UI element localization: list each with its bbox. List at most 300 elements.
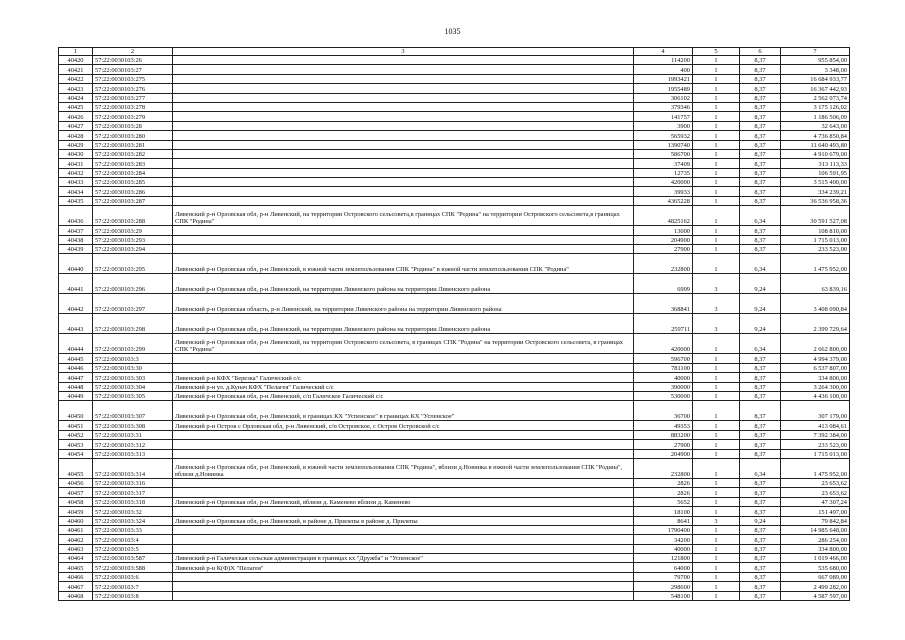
table-row: [59, 235, 850, 244]
address-cell: [173, 102, 634, 111]
row-number-cell: 40424: [59, 93, 93, 102]
area-cell: 2826: [634, 488, 693, 497]
group-cell: 1: [693, 488, 740, 497]
row-number-cell: 40428: [59, 131, 93, 140]
rate-cell: 8,37: [740, 56, 781, 65]
row-number-cell: 40462: [59, 535, 93, 544]
rate-cell: 9,24: [740, 516, 781, 525]
group-cell: 1: [693, 159, 740, 168]
group-cell: 1: [693, 582, 740, 591]
group-cell: 1: [693, 74, 740, 83]
table-row: [59, 458, 850, 478]
address-cell: Ливенский р-н К(Ф)Х "Пелагея": [173, 563, 634, 572]
row-number-cell: 40422: [59, 74, 93, 83]
rate-cell: 8,37: [740, 65, 781, 74]
group-cell: 1: [693, 401, 740, 421]
cadastral-number-cell: 57:22:0030103:28: [93, 121, 173, 130]
group-cell: 1: [693, 93, 740, 102]
table-row: [59, 430, 850, 439]
value-cell: 955 854,00: [781, 56, 850, 65]
table-row: [59, 391, 850, 400]
value-cell: 3 408 090,84: [781, 294, 850, 314]
column-header: 7: [781, 48, 850, 56]
address-cell: [173, 196, 634, 205]
value-cell: 4 436 100,00: [781, 391, 850, 400]
group-cell: 3: [693, 274, 740, 294]
address-cell: [173, 478, 634, 487]
value-cell: 63 839,16: [781, 274, 850, 294]
value-cell: 11 640 493,80: [781, 140, 850, 149]
area-cell: 141757: [634, 112, 693, 121]
address-cell: [173, 65, 634, 74]
value-cell: 413 084,61: [781, 421, 850, 430]
row-number-cell: 40431: [59, 159, 93, 168]
cadastral-number-cell: 57:22:0030103:280: [93, 131, 173, 140]
group-cell: 1: [693, 131, 740, 140]
group-cell: 1: [693, 544, 740, 553]
address-cell: [173, 168, 634, 177]
rate-cell: 8,37: [740, 140, 781, 149]
cadastral-number-cell: 57:22:0030103:295: [93, 254, 173, 274]
table-row: [59, 102, 850, 111]
group-cell: 1: [693, 226, 740, 235]
group-cell: 1: [693, 334, 740, 354]
address-cell: [173, 572, 634, 581]
value-cell: 106 591,95: [781, 168, 850, 177]
table-row: [59, 140, 850, 149]
rate-cell: 8,37: [740, 535, 781, 544]
area-cell: 40000: [634, 544, 693, 553]
table-row: [59, 525, 850, 534]
table-row: [59, 196, 850, 205]
table-row: [59, 535, 850, 544]
row-number-cell: 40436: [59, 206, 93, 226]
rate-cell: 8,37: [740, 187, 781, 196]
rate-cell: 8,37: [740, 354, 781, 363]
column-header: 1: [59, 48, 93, 56]
rate-cell: 8,37: [740, 121, 781, 130]
group-cell: 1: [693, 56, 740, 65]
row-number-cell: 40465: [59, 563, 93, 572]
group-cell: 1: [693, 430, 740, 439]
area-cell: 400: [634, 65, 693, 74]
group-cell: 1: [693, 245, 740, 254]
table-row: [59, 544, 850, 553]
cadastral-number-cell: 57:22:0030103:284: [93, 168, 173, 177]
rate-cell: 8,37: [740, 440, 781, 449]
row-number-cell: 40426: [59, 112, 93, 121]
column-header: 3: [173, 48, 634, 56]
rate-cell: 8,37: [740, 168, 781, 177]
value-cell: 4 910 679,00: [781, 149, 850, 158]
value-cell: 14 985 648,00: [781, 525, 850, 534]
value-cell: 286 254,00: [781, 535, 850, 544]
address-cell: Ливенский р-н Орловская обл, р-н Ливенский, на территории Островского сельсовета, в границах СПК "Родина" на территории Островского сельсовета, в границах СПК "Родина": [173, 334, 634, 354]
row-number-cell: 40439: [59, 245, 93, 254]
cadastral-number-cell: 57:22:0030103:324: [93, 516, 173, 525]
area-cell: 8641: [634, 516, 693, 525]
cadastral-number-cell: 57:22:0030103:587: [93, 554, 173, 563]
cadastral-number-cell: 57:22:0030103:285: [93, 178, 173, 187]
area-cell: 1993421: [634, 74, 693, 83]
table-row: [59, 373, 850, 382]
table-row: [59, 449, 850, 458]
rate-cell: 8,37: [740, 488, 781, 497]
table-row: [59, 112, 850, 121]
address-cell: [173, 235, 634, 244]
address-cell: [173, 56, 634, 65]
table-row: [59, 554, 850, 563]
value-cell: 1 475 952,00: [781, 458, 850, 478]
row-number-cell: 40430: [59, 149, 93, 158]
address-cell: [173, 245, 634, 254]
group-cell: 1: [693, 421, 740, 430]
value-cell: 233 523,00: [781, 245, 850, 254]
cadastral-number-cell: 57:22:0030103:27: [93, 65, 173, 74]
area-cell: 36700: [634, 401, 693, 421]
rate-cell: 8,37: [740, 112, 781, 121]
rate-cell: 6,34: [740, 206, 781, 226]
row-number-cell: 40457: [59, 488, 93, 497]
table-row: [59, 478, 850, 487]
rate-cell: 8,37: [740, 582, 781, 591]
area-cell: 37409: [634, 159, 693, 168]
area-cell: 79700: [634, 572, 693, 581]
rate-cell: 9,24: [740, 294, 781, 314]
cadastral-number-cell: 57:22:0030103:277: [93, 93, 173, 102]
column-header: 4: [634, 48, 693, 56]
cadastral-number-cell: 57:22:0030103:6: [93, 572, 173, 581]
table-row: [59, 294, 850, 314]
table-row: [59, 121, 850, 130]
row-number-cell: 40423: [59, 84, 93, 93]
row-number-cell: 40440: [59, 254, 93, 274]
row-number-cell: 40448: [59, 382, 93, 391]
address-cell: Ливенский р-н Орловская обл, р-н Ливенский, на территории Ливенского района на территории Ливенского района: [173, 274, 634, 294]
address-cell: [173, 525, 634, 534]
row-number-cell: 40459: [59, 507, 93, 516]
row-number-cell: 40420: [59, 56, 93, 65]
address-cell: [173, 226, 634, 235]
area-cell: 232800: [634, 458, 693, 478]
address-cell: [173, 112, 634, 121]
cadastral-number-cell: 57:22:0030103:8: [93, 591, 173, 600]
group-cell: 1: [693, 121, 740, 130]
value-cell: 23 653,62: [781, 478, 850, 487]
row-number-cell: 40461: [59, 525, 93, 534]
value-cell: 1 715 013,00: [781, 449, 850, 458]
rate-cell: 8,37: [740, 478, 781, 487]
group-cell: 1: [693, 554, 740, 563]
value-cell: 47 307,24: [781, 497, 850, 506]
value-cell: 2 399 729,64: [781, 314, 850, 334]
group-cell: 1: [693, 65, 740, 74]
rate-cell: 8,37: [740, 430, 781, 439]
table-row: [59, 572, 850, 581]
value-cell: 233 523,00: [781, 440, 850, 449]
cadastral-number-cell: 57:22:0030103:281: [93, 140, 173, 149]
row-number-cell: 40453: [59, 440, 93, 449]
address-cell: Ливенский р-н Орловская обл, р-н Ливенский, в южной части землепользования СПК "Родина" в южной части землепользования СПК "Родина": [173, 254, 634, 274]
area-cell: 114200: [634, 56, 693, 65]
rate-cell: 8,37: [740, 401, 781, 421]
row-number-cell: 40425: [59, 102, 93, 111]
group-cell: 1: [693, 254, 740, 274]
rate-cell: 8,37: [740, 363, 781, 372]
value-cell: 30 591 527,08: [781, 206, 850, 226]
cadastral-number-cell: 57:22:0030103:275: [93, 74, 173, 83]
group-cell: 1: [693, 187, 740, 196]
group-cell: 1: [693, 440, 740, 449]
area-cell: 5652: [634, 497, 693, 506]
table-row: [59, 65, 850, 74]
cadastral-number-cell: 57:22:0030103:298: [93, 314, 173, 334]
address-cell: [173, 159, 634, 168]
rate-cell: 8,37: [740, 421, 781, 430]
value-cell: 334 800,00: [781, 373, 850, 382]
group-cell: 1: [693, 235, 740, 244]
rate-cell: 8,37: [740, 245, 781, 254]
row-number-cell: 40435: [59, 196, 93, 205]
table-row: [59, 401, 850, 421]
group-cell: 1: [693, 354, 740, 363]
cadastral-number-cell: 57:22:0030103:303: [93, 373, 173, 382]
rate-cell: 8,37: [740, 507, 781, 516]
cadastral-number-cell: 57:22:0030103:304: [93, 382, 173, 391]
area-cell: 27900: [634, 440, 693, 449]
group-cell: 1: [693, 206, 740, 226]
table-body: [59, 56, 850, 601]
row-number-cell: 40427: [59, 121, 93, 130]
group-cell: 1: [693, 382, 740, 391]
value-cell: 36 536 958,36: [781, 196, 850, 205]
cadastral-number-cell: 57:22:0030103:316: [93, 478, 173, 487]
row-number-cell: 40447: [59, 373, 93, 382]
header-row: [59, 48, 850, 56]
cadastral-number-cell: 57:22:0030103:4: [93, 535, 173, 544]
group-cell: 1: [693, 449, 740, 458]
rate-cell: 8,37: [740, 572, 781, 581]
area-cell: 27900: [634, 245, 693, 254]
table-row: [59, 274, 850, 294]
area-cell: 1390740: [634, 140, 693, 149]
cadastral-number-cell: 57:22:0030103:3: [93, 354, 173, 363]
address-cell: [173, 131, 634, 140]
group-cell: 1: [693, 363, 740, 372]
value-cell: 1 186 506,09: [781, 112, 850, 121]
area-cell: 121800: [634, 554, 693, 563]
table-row: [59, 488, 850, 497]
column-header: 6: [740, 48, 781, 56]
rate-cell: 8,37: [740, 449, 781, 458]
table-row: [59, 159, 850, 168]
group-cell: 1: [693, 525, 740, 534]
group-cell: 1: [693, 112, 740, 121]
rate-cell: 8,37: [740, 563, 781, 572]
rate-cell: 8,37: [740, 74, 781, 83]
value-cell: 4 994 379,00: [781, 354, 850, 363]
cadastral-number-cell: 57:22:0030103:30: [93, 363, 173, 372]
table-row: [59, 314, 850, 334]
area-cell: 4825162: [634, 206, 693, 226]
cadastral-number-cell: 57:22:0030103:299: [93, 334, 173, 354]
group-cell: 1: [693, 196, 740, 205]
area-cell: 1790400: [634, 525, 693, 534]
value-cell: 3 264 300,00: [781, 382, 850, 391]
group-cell: 1: [693, 535, 740, 544]
row-number-cell: 40451: [59, 421, 93, 430]
group-cell: 1: [693, 458, 740, 478]
row-number-cell: 40443: [59, 314, 93, 334]
row-number-cell: 40434: [59, 187, 93, 196]
group-cell: 1: [693, 140, 740, 149]
row-number-cell: 40455: [59, 458, 93, 478]
table-row: [59, 591, 850, 600]
address-cell: Ливенский р-н Галическая сельская администрация в границах кх "Дружба" и "Успенское": [173, 554, 634, 563]
value-cell: 1 019 466,00: [781, 554, 850, 563]
rate-cell: 8,37: [740, 235, 781, 244]
area-cell: 565932: [634, 131, 693, 140]
address-cell: [173, 440, 634, 449]
row-number-cell: 40450: [59, 401, 93, 421]
cadastral-number-cell: 57:22:0030103:32: [93, 507, 173, 516]
address-cell: Ливенский р-н КФХ "Березка" Галический с/с: [173, 373, 634, 382]
rate-cell: 8,37: [740, 497, 781, 506]
address-cell: [173, 84, 634, 93]
table-row: [59, 421, 850, 430]
table-row: [59, 245, 850, 254]
value-cell: 16 367 442,93: [781, 84, 850, 93]
area-cell: 39933: [634, 187, 693, 196]
rate-cell: 8,37: [740, 178, 781, 187]
cadastral-number-cell: 57:22:0030103:287: [93, 196, 173, 205]
group-cell: 3: [693, 516, 740, 525]
area-cell: 3900: [634, 121, 693, 130]
table-row: [59, 187, 850, 196]
group-cell: 1: [693, 478, 740, 487]
value-cell: 23 653,62: [781, 488, 850, 497]
group-cell: 1: [693, 168, 740, 177]
value-cell: 79 842,84: [781, 516, 850, 525]
row-number-cell: 40454: [59, 449, 93, 458]
address-cell: [173, 354, 634, 363]
row-number-cell: 40456: [59, 478, 93, 487]
address-cell: Ливенский р-н Остров с Орловская обл, р-н Ливенский, с/п Островское, с Остров Островской с/с: [173, 421, 634, 430]
cadastral-number-cell: 57:22:0030103:588: [93, 563, 173, 572]
area-cell: 40000: [634, 373, 693, 382]
cadastral-number-cell: 57:22:0030103:276: [93, 84, 173, 93]
cadastral-number-cell: 57:22:0030103:297: [93, 294, 173, 314]
rate-cell: 8,37: [740, 591, 781, 600]
page-number: 1035: [444, 27, 461, 36]
value-cell: 667 089,00: [781, 572, 850, 581]
rate-cell: 6,34: [740, 458, 781, 478]
area-cell: 420000: [634, 178, 693, 187]
cadastral-number-cell: 57:22:0030103:279: [93, 112, 173, 121]
cadastral-number-cell: 57:22:0030103:282: [93, 149, 173, 158]
cadastral-number-cell: 57:22:0030103:307: [93, 401, 173, 421]
address-cell: [173, 149, 634, 158]
address-cell: Ливенский р-н Орловская обл, р-н Ливенский, с/п Галичское Галический с/с: [173, 391, 634, 400]
cadastral-number-cell: 57:22:0030103:31: [93, 430, 173, 439]
value-cell: 307 179,00: [781, 401, 850, 421]
table-row: [59, 84, 850, 93]
area-cell: 306102: [634, 93, 693, 102]
address-cell: [173, 178, 634, 187]
area-cell: 18100: [634, 507, 693, 516]
group-cell: 1: [693, 572, 740, 581]
rate-cell: 8,37: [740, 84, 781, 93]
group-cell: 1: [693, 102, 740, 111]
cadastral-number-cell: 57:22:0030103:7: [93, 582, 173, 591]
address-cell: [173, 591, 634, 600]
cadastral-number-cell: 57:22:0030103:5: [93, 544, 173, 553]
cadastral-number-cell: 57:22:0030103:293: [93, 235, 173, 244]
rate-cell: 8,37: [740, 102, 781, 111]
value-cell: 334 800,00: [781, 544, 850, 553]
cadastral-number-cell: 57:22:0030103:308: [93, 421, 173, 430]
area-cell: 6909: [634, 274, 693, 294]
rate-cell: 8,37: [740, 544, 781, 553]
address-cell: [173, 535, 634, 544]
row-number-cell: 40432: [59, 168, 93, 177]
column-header: 2: [93, 48, 173, 56]
area-cell: 204900: [634, 235, 693, 244]
group-cell: 1: [693, 497, 740, 506]
table-row: [59, 168, 850, 177]
area-cell: 13000: [634, 226, 693, 235]
value-cell: 535 680,00: [781, 563, 850, 572]
value-cell: 2 562 073,74: [781, 93, 850, 102]
group-cell: 1: [693, 84, 740, 93]
rate-cell: 8,37: [740, 149, 781, 158]
rate-cell: 8,37: [740, 525, 781, 534]
table-row: [59, 149, 850, 158]
table-row: [59, 74, 850, 83]
cadastral-number-cell: 57:22:0030103:283: [93, 159, 173, 168]
cadastral-register-table: [58, 47, 850, 601]
area-cell: 379346: [634, 102, 693, 111]
value-cell: 313 113,33: [781, 159, 850, 168]
rate-cell: 8,37: [740, 93, 781, 102]
address-cell: Ливенский р-н Орловская обл, р-н Ливенский, на территории Островского сельсовета,в границах СПК "Родина" на территории Островского сельсовета,в границах СПК "Родина": [173, 206, 634, 226]
rate-cell: 9,24: [740, 314, 781, 334]
value-cell: 151 497,00: [781, 507, 850, 516]
area-cell: 49353: [634, 421, 693, 430]
row-number-cell: 40463: [59, 544, 93, 553]
address-cell: [173, 121, 634, 130]
address-cell: Ливенский р-н ул. д.Кунач КФХ "Пелагея" Галический с/с: [173, 382, 634, 391]
address-cell: Ливенский р-н Орловская обл, р-н Ливенский, вблизи д. Каменево вблизи д. Каменево: [173, 497, 634, 506]
cadastral-number-cell: 57:22:0030103:29: [93, 226, 173, 235]
address-cell: [173, 488, 634, 497]
area-cell: 548100: [634, 591, 693, 600]
table-row: [59, 516, 850, 525]
rate-cell: 8,37: [740, 382, 781, 391]
address-cell: [173, 363, 634, 372]
address-cell: Ливенский р-н Орловская обл, р-н Ливенский, в южной части землепользования СПК "Родина", вблизи д.Новинка в южной части землепользования СПК "Родина", вблизи д.Новинка: [173, 458, 634, 478]
group-cell: 1: [693, 563, 740, 572]
rate-cell: 8,37: [740, 159, 781, 168]
value-cell: 108 810,00: [781, 226, 850, 235]
group-cell: 3: [693, 294, 740, 314]
address-cell: Ливенский р-н Орловская обл, р-н Ливенский, в границах КХ "Успенское" в границах КХ "Успенское": [173, 401, 634, 421]
area-cell: 883200: [634, 430, 693, 439]
address-cell: [173, 544, 634, 553]
row-number-cell: 40452: [59, 430, 93, 439]
value-cell: 6 537 807,00: [781, 363, 850, 372]
cadastral-number-cell: 57:22:0030103:305: [93, 391, 173, 400]
